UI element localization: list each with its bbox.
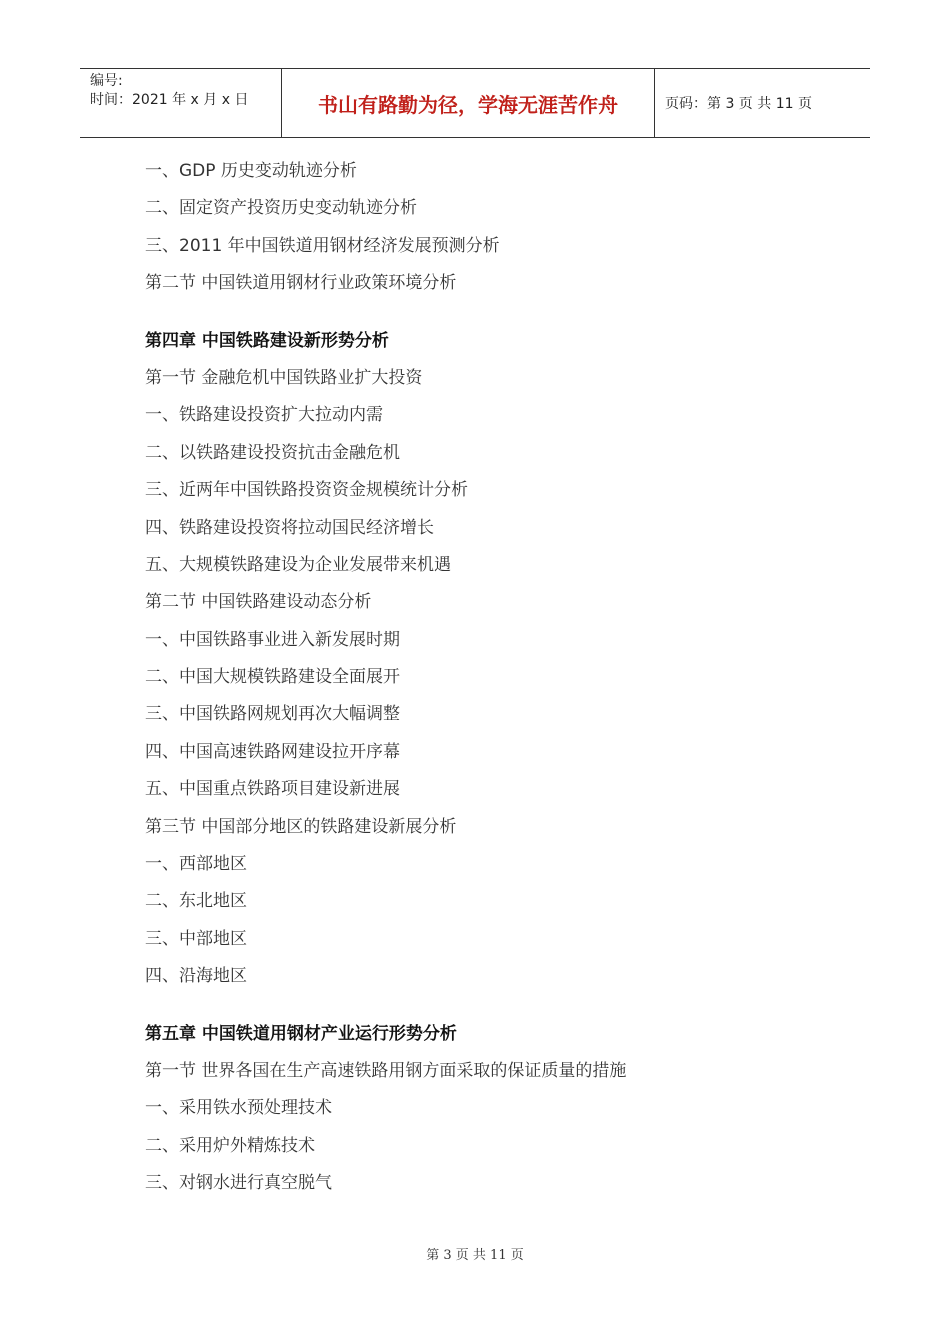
toc-entry: 一、中国铁路事业进入新发展时期	[145, 629, 400, 650]
header-meta	[80, 69, 282, 137]
toc-entry: 四、沿海地区	[145, 966, 247, 987]
toc-entry: 第三节 中国部分地区的铁路建设新展分析	[145, 816, 457, 837]
toc-entry: 三、近两年中国铁路投资资金规模统计分析	[145, 480, 468, 501]
toc-entry: 一、采用铁水预处理技术	[145, 1098, 332, 1119]
header-page-number: 页码：第 3 页 共 11 页	[665, 96, 812, 112]
toc-entry: 二、中国大规模铁路建设全面展开	[145, 667, 400, 688]
toc-entry: 第一节 金融危机中国铁路业扩大投资	[145, 367, 423, 388]
table-of-contents	[145, 153, 845, 1203]
toc-entry: 第一节 世界各国在生产高速铁路用钢方面采取的保证质量的措施	[145, 1060, 627, 1081]
toc-entry: 五、中国重点铁路项目建设新进展	[145, 779, 400, 800]
header-motto: 书山有路勤为径，学海无涯苦作舟	[282, 69, 655, 137]
toc-entry: 第二节 中国铁路建设动态分析	[145, 592, 372, 613]
toc-entry: 三、中国铁路网规划再次大幅调整	[145, 704, 400, 725]
toc-entry: 第二节 中国铁道用钢材行业政策环境分析	[145, 273, 457, 294]
toc-entry: 二、采用炉外精炼技术	[145, 1135, 315, 1156]
document-number-label: 编号:	[90, 73, 123, 89]
toc-entry: 三、对钢水进行真空脱气	[145, 1173, 332, 1194]
toc-entry: 五、大规模铁路建设为企业发展带来机遇	[145, 554, 451, 575]
toc-entry: 二、东北地区	[145, 891, 247, 912]
toc-entry: 三、2011 年中国铁道用钢材经济发展预测分析	[145, 235, 500, 256]
toc-entry: 二、以铁路建设投资抗击金融危机	[145, 442, 400, 463]
toc-entry: 一、铁路建设投资扩大拉动内需	[145, 405, 383, 426]
page-footer: 第 3 页 共 11 页	[426, 1248, 524, 1263]
toc-chapter-heading: 第四章 中国铁路建设新形势分析	[145, 330, 389, 351]
toc-entry: 三、中部地区	[145, 928, 247, 949]
toc-entry: 四、中国高速铁路网建设拉开序幕	[145, 741, 400, 762]
document-date-label: 时间：2021 年 x 月 x 日	[90, 92, 249, 108]
toc-entry: 一、西部地区	[145, 854, 247, 875]
toc-entry: 一、GDP 历史变动轨迹分析	[145, 161, 357, 181]
toc-entry: 四、铁路建设投资将拉动国民经济增长	[145, 517, 434, 538]
page-header	[80, 68, 870, 138]
toc-chapter-heading: 第五章 中国铁道用钢材产业运行形势分析	[145, 1023, 457, 1044]
toc-entry: 二、固定资产投资历史变动轨迹分析	[145, 198, 417, 219]
